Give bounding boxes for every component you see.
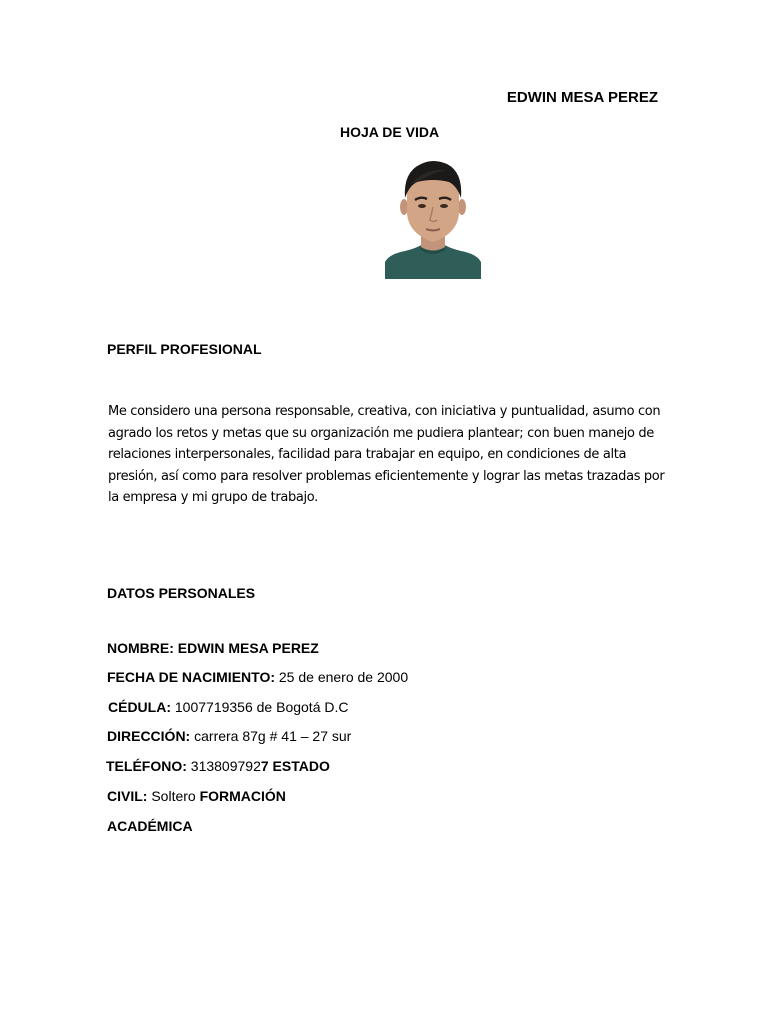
academica-label: ACADÉMICA [107,818,193,834]
header-name: EDWIN MESA PEREZ [506,89,658,106]
field-fecha-nacimiento [107,668,408,686]
perfil-line: presión, así como para resolver problemas eficientemente y lograr las metas trazadas por [108,468,665,484]
person-portrait-icon [385,158,481,279]
direccion-label: DIRECCIÓN: [107,728,191,744]
civil-label: CIVIL: [107,788,148,804]
document-title: HOJA DE VIDA [340,124,440,140]
field-cedula [108,698,348,716]
perfil-line: agrado los retos y metas que su organización me pudiera plantear; con buen manejo de [108,425,654,441]
direccion-value: carrera 87g # 41 – 27 sur [190,728,352,744]
field-civil [107,787,286,805]
fecha-value: 25 de enero de 2000 [275,669,409,685]
datos-section-title: DATOS PERSONALES [107,585,256,601]
cedula-value: 1007719356 de Bogotá D.C [171,699,349,715]
field-direccion [107,727,351,745]
field-telefono [106,757,330,775]
perfil-line: la empresa y mi grupo de trabajo. [108,490,318,505]
perfil-paragraph [108,401,668,509]
civil-value: Soltero [147,788,200,804]
perfil-section-title: PERFIL PROFESIONAL [107,341,262,357]
perfil-line: relaciones interpersonales, facilidad para trabajar en equipo, en condiciones de alta [108,447,627,462]
nombre-label: NOMBRE: EDWIN MESA PEREZ [107,640,319,656]
field-academica [107,817,193,835]
fecha-label: FECHA DE NACIMIENTO: [107,669,275,685]
telefono-value: 313809792 [186,758,261,774]
perfil-line: Me considero una persona responsable, creativa, con iniciativa y puntualidad, asumo con [108,404,661,419]
formacion-label: FORMACIÓN [199,788,286,804]
profile-photo [385,158,481,279]
cedula-label: CÉDULA: [108,699,171,715]
telefono-label: TELÉFONO: [106,758,187,774]
field-nombre [107,639,319,657]
estado-label: 7 ESTADO [260,758,330,774]
